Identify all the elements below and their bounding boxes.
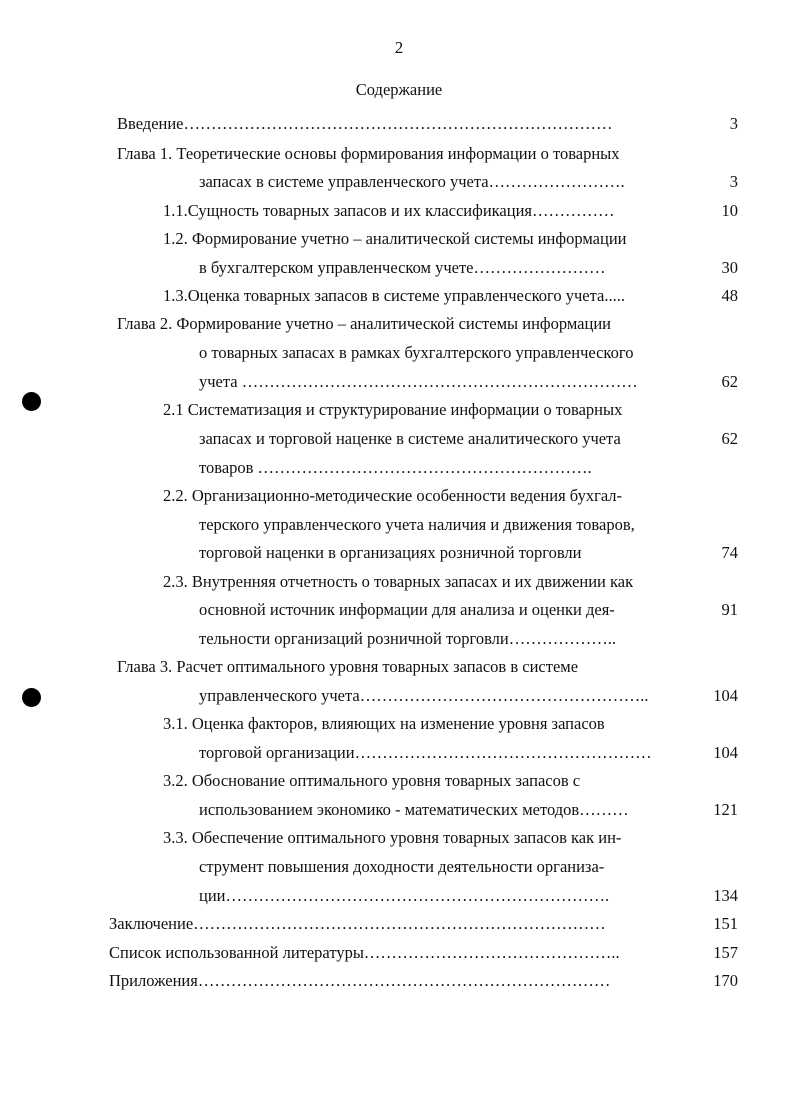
toc-entry-text: 2.3. Внутренняя отчетность о товарных запасах и их движении как <box>163 572 634 591</box>
toc-entry-page: 91 <box>721 600 738 619</box>
toc-entry-page: 62 <box>721 429 738 448</box>
toc-entry-text: учета ……………………………………………………………… <box>199 372 638 391</box>
toc-entry-page: 157 <box>713 943 738 962</box>
toc-entry-page: 30 <box>721 258 738 277</box>
toc-entry-text: о товарных запасах в рамках бухгалтерского управленческого <box>199 343 634 362</box>
toc-entry-text: струмент повышения доходности деятельности организа- <box>199 857 605 876</box>
toc-entry-text: ции……………………………………………………………. <box>199 886 610 905</box>
toc-entry-text: Введение…………………………………………………………………… <box>117 114 613 133</box>
toc-entry-page: 151 <box>713 914 738 933</box>
toc-entry-text: 3.3. Обеспечение оптимального уровня товарных запасов как ин- <box>163 828 622 847</box>
toc-title: Содержание <box>355 80 443 99</box>
binder-hole-mark <box>22 392 41 411</box>
toc-entry-text: торговой организации……………………………………………… <box>199 743 652 762</box>
toc-entry-page: 104 <box>713 743 738 762</box>
toc-entry-page: 104 <box>713 686 738 705</box>
toc-entry-text: 3.1. Оценка факторов, влияющих на изменение уровня запасов <box>163 714 605 733</box>
page-number: 2 <box>394 38 404 57</box>
toc-entry-text: использованием экономико - математических методов……… <box>199 800 629 819</box>
toc-entry-page: 134 <box>713 886 738 905</box>
binder-hole-mark <box>22 688 41 707</box>
toc-entry-text: торговой наценки в организациях розничной торговли <box>199 543 582 562</box>
toc-entry-page: 62 <box>721 372 738 391</box>
toc-entry-text: Приложения………………………………………………………………… <box>109 971 611 990</box>
toc-entry-text: Глава 2. Формирование учетно – аналитической системы информации <box>117 314 611 333</box>
toc-entry-text: 1.1.Сущность товарных запасов и их классификация…………… <box>163 201 615 220</box>
toc-entry-text: в бухгалтерском управленческом учете…………………… <box>199 258 606 277</box>
toc-entry-text: 3.2. Обоснование оптимального уровня товарных запасов с <box>163 771 581 790</box>
toc-entry-text: основной источник информации для анализа и оценки дея- <box>199 600 615 619</box>
toc-entry-text: запасах и торговой наценке в системе аналитического учета <box>199 429 621 448</box>
toc-entry-text: 1.3.Оценка товарных запасов в системе управленческого учета..... <box>163 286 625 305</box>
toc-entry-text: терского управленческого учета наличия и движения товаров, <box>199 515 635 534</box>
toc-entry-page: 74 <box>721 543 738 562</box>
toc-entry-text: Список использованной литературы……………………………………….. <box>109 943 620 962</box>
toc-entry-text: тельности организаций розничной торговли……………….. <box>199 629 616 648</box>
toc-entry-text: Заключение………………………………………………………………… <box>109 914 606 933</box>
toc-entry-text: 1.2. Формирование учетно – аналитической системы информации <box>163 229 627 248</box>
toc-entry-text: управленческого учета…………………………………………….. <box>199 686 649 705</box>
toc-entry-page: 3 <box>729 114 738 133</box>
toc-entry-text: 2.1 Систематизация и структурирование информации о товарных <box>163 400 623 419</box>
toc-entry-text: запасах в системе управленческого учета……………………. <box>199 172 625 191</box>
toc-entry-text: 2.2. Организационно-методические особенности ведения бухгал- <box>163 486 623 505</box>
toc-entry-text: Глава 3. Расчет оптимального уровня товарных запасов в системе <box>117 657 579 676</box>
toc-entry-page: 10 <box>721 201 738 220</box>
toc-entry-page: 48 <box>721 286 738 305</box>
toc-entry-text: Глава 1. Теоретические основы формирования информации о товарных <box>117 144 620 163</box>
toc-entry-page: 121 <box>713 800 738 819</box>
toc-entry-text: товаров ……………………………………………………. <box>199 458 592 477</box>
toc-entry-page: 3 <box>729 172 738 191</box>
toc-entry-page: 170 <box>713 971 738 990</box>
